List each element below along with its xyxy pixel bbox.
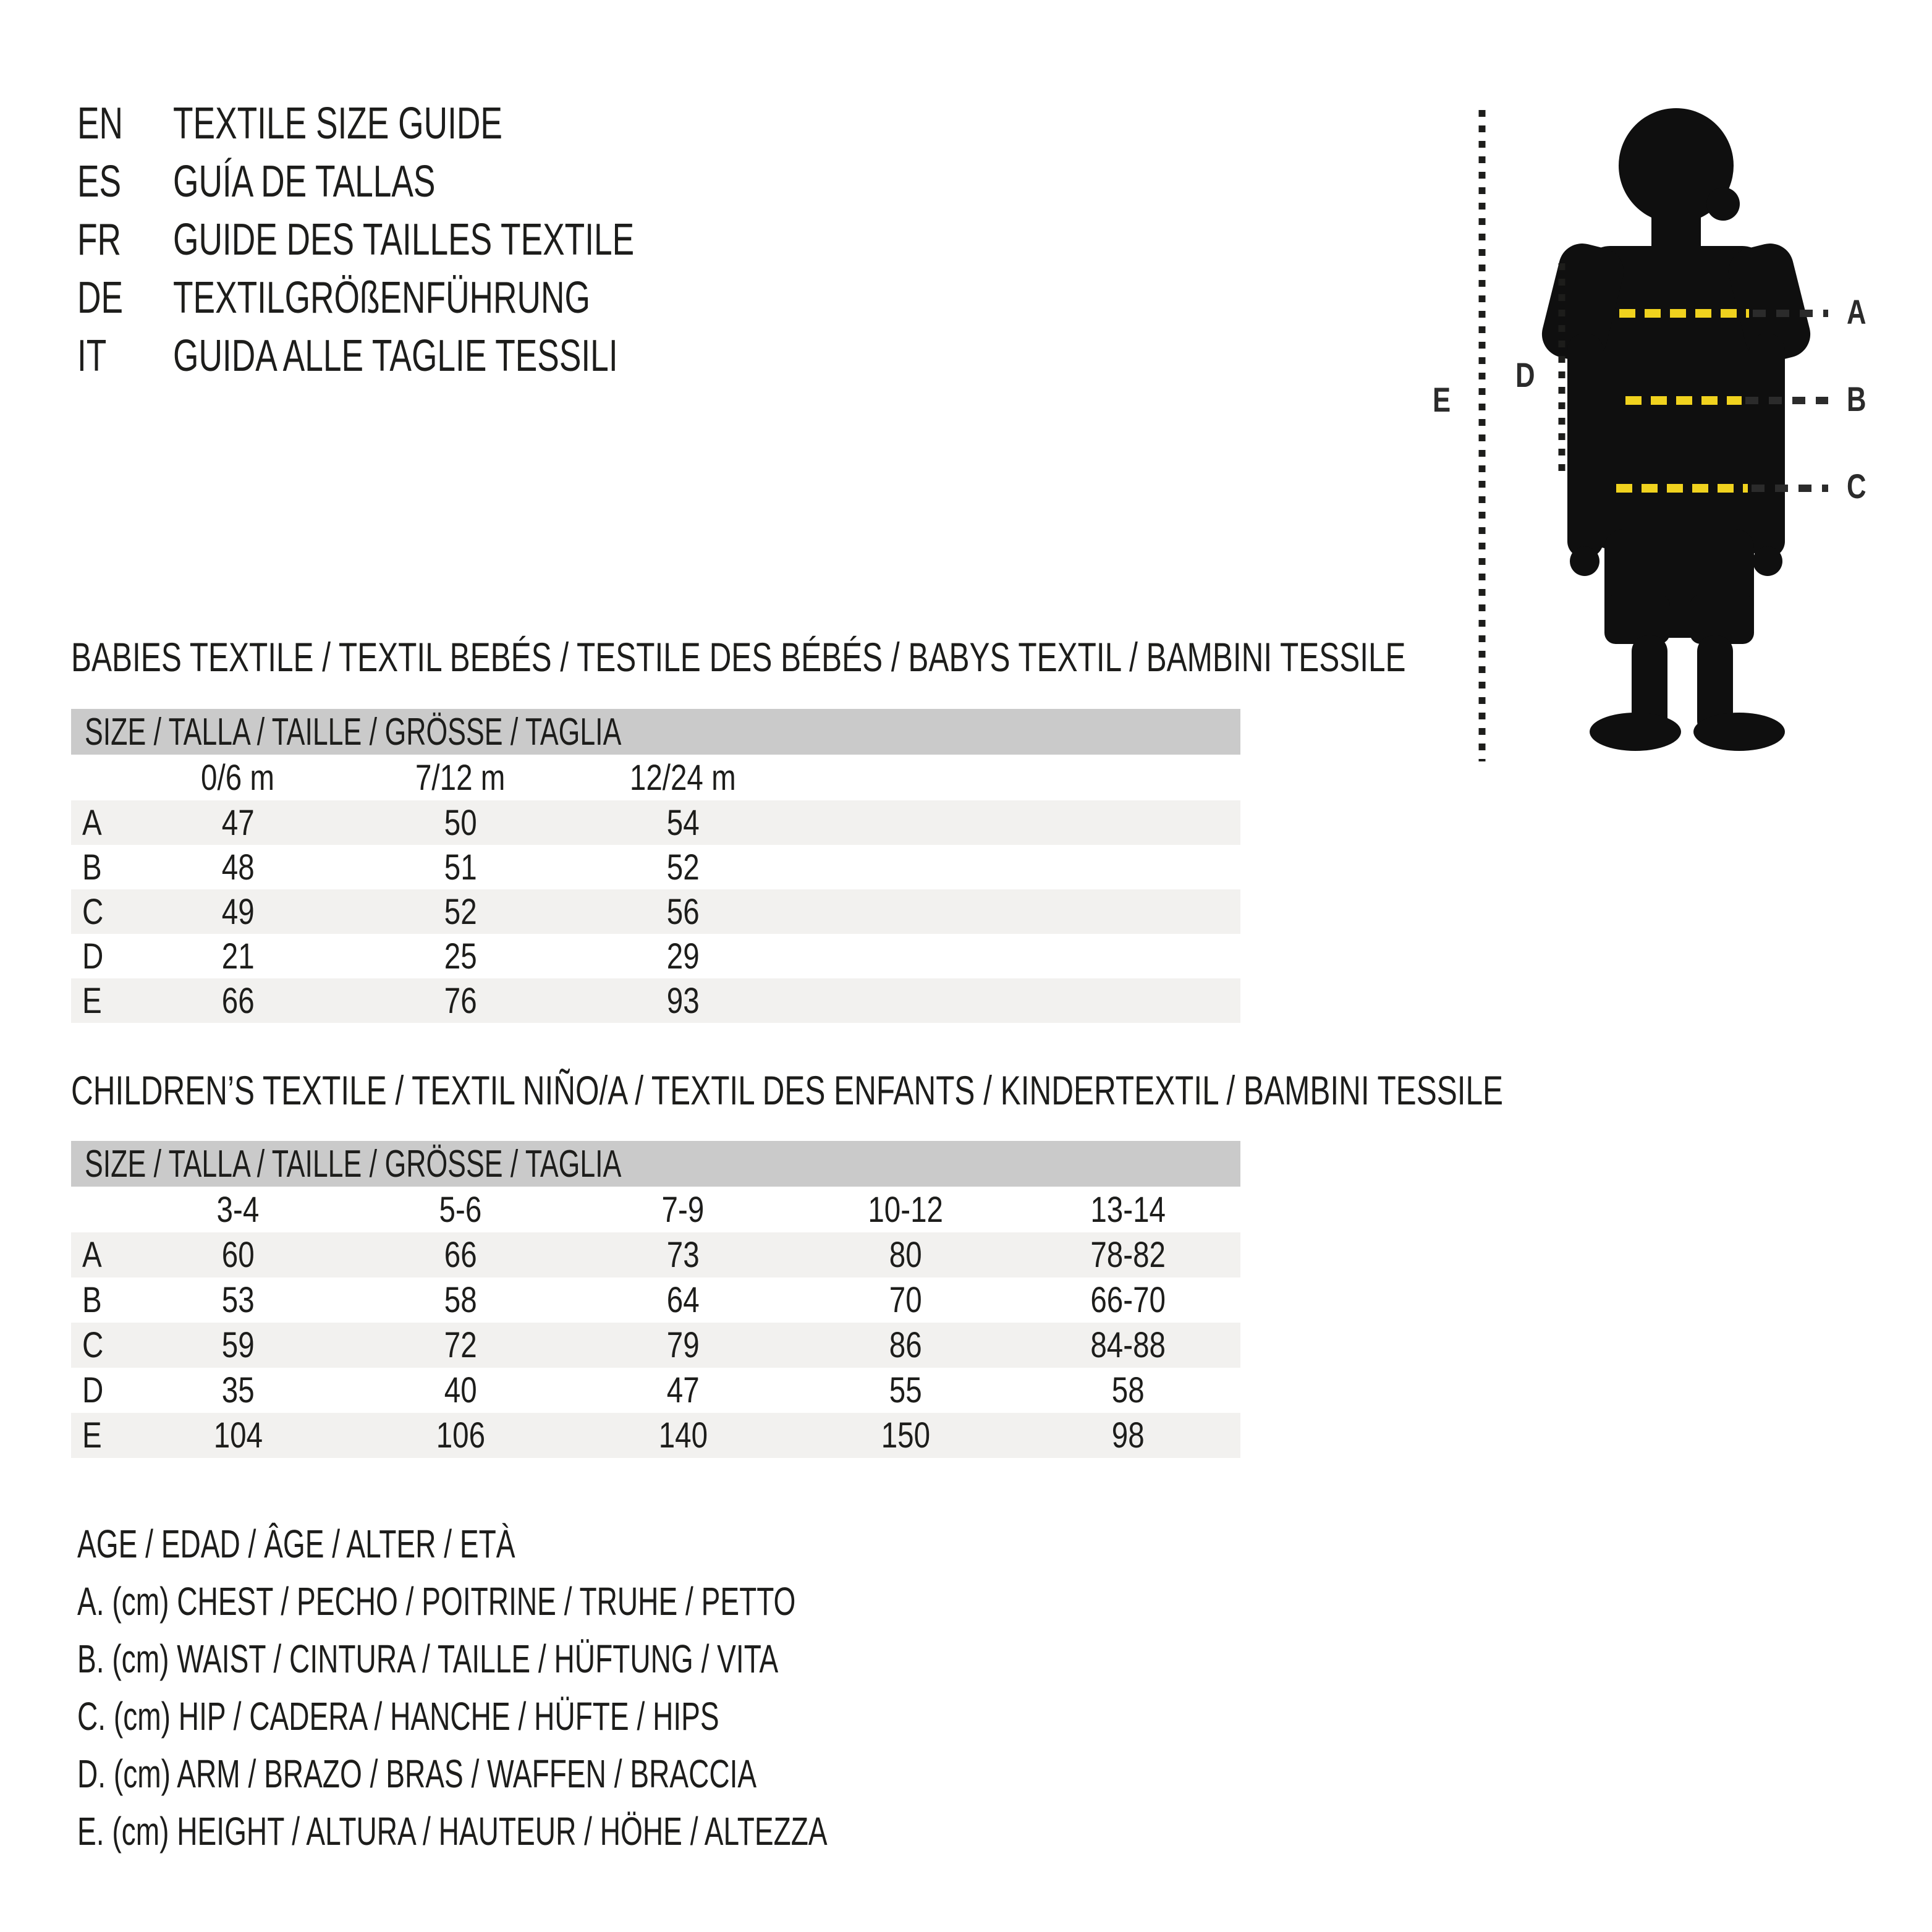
measurement-figure bbox=[1421, 87, 1932, 803]
lang-title-it: GUIDA ALLE TAGLIE TESSILI bbox=[173, 331, 618, 381]
row-label: A bbox=[82, 1235, 102, 1275]
babies-size-table bbox=[71, 709, 1240, 1023]
figure-label-a: A bbox=[1847, 292, 1866, 331]
cell: 59 bbox=[221, 1325, 255, 1365]
cell: 55 bbox=[889, 1370, 922, 1410]
children-col-header-4: 10-12 bbox=[868, 1189, 943, 1230]
lang-title-fr: GUIDE DES TAILLES TEXTILE bbox=[173, 215, 635, 265]
lang-title-es: GUÍA DE TALLAS bbox=[173, 157, 436, 206]
child-silhouette-figure bbox=[1421, 87, 1932, 803]
figure-label-c: C bbox=[1847, 467, 1866, 506]
row-label: C bbox=[82, 891, 104, 932]
cell: 104 bbox=[213, 1415, 263, 1455]
cell: 84-88 bbox=[1090, 1325, 1166, 1365]
cell: 66 bbox=[221, 980, 255, 1021]
babies-size-header-bar bbox=[71, 709, 1240, 755]
cell: 54 bbox=[666, 802, 700, 843]
cell: 140 bbox=[658, 1415, 708, 1455]
cell: 80 bbox=[889, 1235, 922, 1275]
children-col-header-3: 7-9 bbox=[661, 1189, 705, 1230]
cell: 58 bbox=[444, 1280, 477, 1320]
cell: 35 bbox=[221, 1370, 255, 1410]
babies-col-header-1: 0/6 m bbox=[201, 757, 275, 798]
cell: 21 bbox=[221, 936, 255, 977]
cell: 52 bbox=[444, 891, 477, 932]
legend-hip: C. (cm) HIP / CADERA / HANCHE / HÜFTE / HIPS bbox=[77, 1694, 719, 1739]
lang-title-de: TEXTILGRÖßENFÜHRUNG bbox=[173, 273, 590, 323]
cell: 25 bbox=[444, 936, 477, 977]
row-label: C bbox=[82, 1325, 104, 1365]
figure-label-e: E bbox=[1433, 380, 1451, 419]
cell: 106 bbox=[436, 1415, 485, 1455]
cell: 47 bbox=[221, 802, 255, 843]
row-label: D bbox=[82, 936, 104, 977]
cell: 56 bbox=[666, 891, 700, 932]
lang-code-es: ES bbox=[77, 157, 122, 206]
cell: 48 bbox=[221, 847, 255, 888]
lang-code-it: IT bbox=[77, 331, 107, 381]
children-col-header-5: 13-14 bbox=[1090, 1189, 1166, 1230]
babies-size-header-label: SIZE / TALLA / TAILLE / GRÖSSE / TAGLIA bbox=[85, 710, 622, 753]
cell: 51 bbox=[444, 847, 477, 888]
legend-chest: A. (cm) CHEST / PECHO / POITRINE / TRUHE / PETTO bbox=[77, 1579, 796, 1624]
legend-height: E. (cm) HEIGHT / ALTURA / HAUTEUR / HÖHE / ALTEZZA bbox=[77, 1809, 828, 1854]
cell: 60 bbox=[221, 1235, 255, 1275]
cell: 52 bbox=[666, 847, 700, 888]
cell: 53 bbox=[221, 1280, 255, 1320]
children-row-b bbox=[71, 1277, 1240, 1323]
cell: 150 bbox=[881, 1415, 930, 1455]
children-row-c bbox=[71, 1323, 1240, 1368]
children-row-a bbox=[71, 1232, 1240, 1277]
children-col-header-2: 5-6 bbox=[439, 1189, 482, 1230]
children-size-table bbox=[71, 1141, 1240, 1458]
row-label: B bbox=[82, 1280, 102, 1320]
cell: 40 bbox=[444, 1370, 477, 1410]
figure-label-d: D bbox=[1515, 355, 1535, 394]
cell: 79 bbox=[666, 1325, 700, 1365]
babies-section-heading: BABIES TEXTILE / TEXTIL BEBÉS / TESTILE DES BÉBÉS / BABYS TEXTIL / BAMBINI TESSILE bbox=[71, 634, 1406, 680]
cell: 66-70 bbox=[1090, 1280, 1166, 1320]
row-label: A bbox=[82, 802, 102, 843]
cell: 50 bbox=[444, 802, 477, 843]
lang-code-de: DE bbox=[77, 273, 124, 323]
cell: 73 bbox=[666, 1235, 700, 1275]
babies-column-header-row bbox=[71, 755, 1240, 800]
babies-row-e bbox=[71, 978, 1240, 1023]
babies-row-d bbox=[71, 934, 1240, 978]
cell: 93 bbox=[666, 980, 700, 1021]
cell: 98 bbox=[1111, 1415, 1145, 1455]
figure-label-b: B bbox=[1847, 379, 1866, 418]
children-size-header-bar bbox=[71, 1141, 1240, 1187]
babies-col-header-2: 7/12 m bbox=[415, 757, 506, 798]
cell: 70 bbox=[889, 1280, 922, 1320]
cell: 76 bbox=[444, 980, 477, 1021]
children-col-header-1: 3-4 bbox=[216, 1189, 260, 1230]
children-column-header-row bbox=[71, 1187, 1240, 1232]
children-row-d bbox=[71, 1368, 1240, 1413]
lang-code-en: EN bbox=[77, 99, 124, 148]
lang-code-fr: FR bbox=[77, 215, 122, 265]
children-row-e bbox=[71, 1413, 1240, 1458]
cell: 72 bbox=[444, 1325, 477, 1365]
babies-col-header-3: 12/24 m bbox=[630, 757, 736, 798]
row-label: B bbox=[82, 847, 102, 888]
lang-title-en: TEXTILE SIZE GUIDE bbox=[173, 99, 502, 148]
babies-row-c bbox=[71, 889, 1240, 934]
cell: 66 bbox=[444, 1235, 477, 1275]
legend-waist: B. (cm) WAIST / CINTURA / TAILLE / HÜFTUNG / VITA bbox=[77, 1637, 779, 1681]
cell: 58 bbox=[1111, 1370, 1145, 1410]
children-size-header-label: SIZE / TALLA / TAILLE / GRÖSSE / TAGLIA bbox=[85, 1142, 622, 1185]
row-label: D bbox=[82, 1370, 104, 1410]
row-label: E bbox=[82, 1415, 102, 1455]
cell: 86 bbox=[889, 1325, 922, 1365]
cell: 47 bbox=[666, 1370, 700, 1410]
legend-age: AGE / EDAD / ÂGE / ALTER / ETÀ bbox=[77, 1522, 515, 1566]
cell: 64 bbox=[666, 1280, 700, 1320]
babies-row-a bbox=[71, 800, 1240, 845]
children-section-heading: CHILDREN’S TEXTILE / TEXTIL NIÑO/A / TEXTIL DES ENFANTS / KINDERTEXTIL / BAMBINI TESSILE bbox=[71, 1067, 1504, 1113]
cell: 78-82 bbox=[1090, 1235, 1166, 1275]
row-label: E bbox=[82, 980, 102, 1021]
legend-arm: D. (cm) ARM / BRAZO / BRAS / WAFFEN / BRACCIA bbox=[77, 1752, 757, 1796]
cell: 29 bbox=[666, 936, 700, 977]
cell: 49 bbox=[221, 891, 255, 932]
babies-row-b bbox=[71, 845, 1240, 889]
